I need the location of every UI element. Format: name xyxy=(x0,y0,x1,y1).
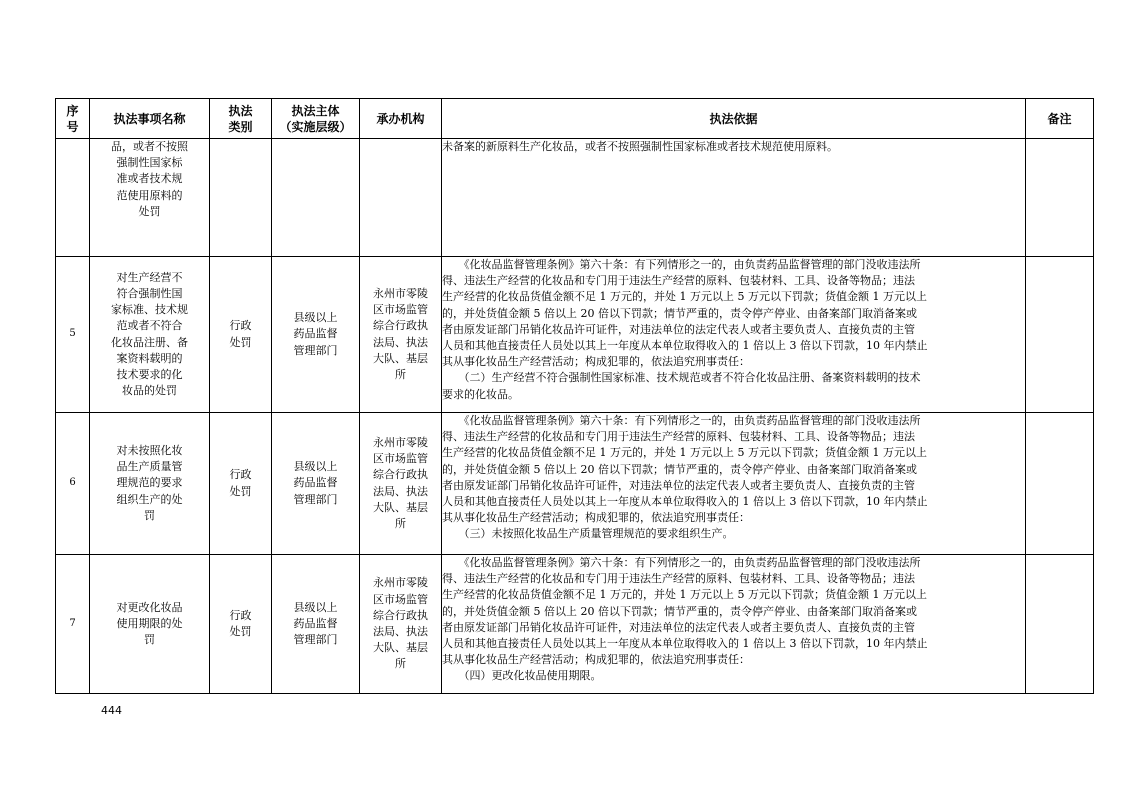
row-category: 行政 处罚 xyxy=(210,555,272,694)
row-seq xyxy=(56,139,90,257)
row-seq: 6 xyxy=(56,413,90,555)
row-agency: 永州市零陵 区市场监管 综合行政执 法局、执法 大队、基层 所 xyxy=(360,555,442,694)
row-basis: 《化妆品监督管理条例》第六十条：有下列情形之一的，由负责药品监督管理的部门没收违法所 得、违法生产经营的化妆品和专门用于违法生产经营的原料、包装材料、工具、设备等物品；违法 生产经营的化妆品货值金额不足 1 万元的，并处 1 万元以上 5 万元以下罚款；货值金额 1 万元以上 的，并处货值金额 5 倍以上 20 倍以下罚款；情节严重的，责令停产停业、由备案部门取消备案或 者由原发证部门吊销化妆品许可证件，对违法单位的法定代表人或者主要负责人、直接负责的主管 人员和其他直接责任人员处以其上一年度从本单位取得收入的 1 倍以上 3 倍以下罚款，10 年内禁止 其从事化妆品生产经营活动；构成犯罪的，依法追究刑事责任： （四）更改化妆品使用期限。 xyxy=(442,555,1026,694)
table-row xyxy=(56,139,1094,257)
row-agency: 永州市零陵 区市场监管 综合行政执 法局、执法 大队、基层 所 xyxy=(360,257,442,413)
table-row xyxy=(56,413,1094,555)
row-seq: 5 xyxy=(56,257,90,413)
header-category: 执法 类别 xyxy=(210,99,272,139)
row-remark xyxy=(1026,139,1094,257)
row-basis: 《化妆品监督管理条例》第六十条：有下列情形之一的，由负责药品监督管理的部门没收违法所 得、违法生产经营的化妆品和专门用于违法生产经营的原料、包装材料、工具、设备等物品；违法 生产经营的化妆品货值金额不足 1 万元的，并处 1 万元以上 5 万元以下罚款；货值金额 1 万元以上 的，并处货值金额 5 倍以上 20 倍以下罚款；情节严重的，责令停产停业、由备案部门取消备案或 者由原发证部门吊销化妆品许可证件，对违法单位的法定代表人或者主要负责人、直接负责的主管 人员和其他直接责任人员处以其上一年度从本单位取得收入的 1 倍以上 3 倍以下罚款，10 年内禁止 其从事化妆品生产经营活动；构成犯罪的，依法追究刑事责任： （三）未按照化妆品生产质量管理规范的要求组织生产。 xyxy=(442,413,1026,555)
row-subject: 县级以上 药品监督 管理部门 xyxy=(272,257,360,413)
row-category: 行政 处罚 xyxy=(210,257,272,413)
row-agency xyxy=(360,139,442,257)
header-name: 执法事项名称 xyxy=(90,99,210,139)
row-seq: 7 xyxy=(56,555,90,694)
header-row xyxy=(56,99,1094,139)
row-name: 对未按照化妆 品生产质量管 理规范的要求 组织生产的处 罚 xyxy=(90,413,210,555)
row-name: 品，或者不按照 强制性国家标 准或者技术规 范使用原料的 处罚 xyxy=(90,139,210,257)
table-row xyxy=(56,555,1094,694)
row-category: 行政 处罚 xyxy=(210,413,272,555)
header-seq: 序 号 xyxy=(56,99,90,139)
row-subject xyxy=(272,139,360,257)
row-agency: 永州市零陵 区市场监管 综合行政执 法局、执法 大队、基层 所 xyxy=(360,413,442,555)
row-basis: 《化妆品监督管理条例》第六十条：有下列情形之一的，由负责药品监督管理的部门没收违法所 得、违法生产经营的化妆品和专门用于违法生产经营的原料、包装材料、工具、设备等物品；违法 生产经营的化妆品货值金额不足 1 万元的，并处 1 万元以上 5 万元以下罚款；货值金额 1 万元以上 的，并处货值金额 5 倍以上 20 倍以下罚款；情节严重的，责令停产停业、由备案部门取消备案或 者由原发证部门吊销化妆品许可证件，对违法单位的法定代表人或者主要负责人、直接负责的主管 人员和其他直接责任人员处以其上一年度从本单位取得收入的 1 倍以上 3 倍以下罚款，10 年内禁止 其从事化妆品生产经营活动；构成犯罪的，依法追究刑事责任： （二）生产经营不符合强制性国家标准、技术规范或者不符合化妆品注册、备案资料载明的技术 要求的化妆品。 xyxy=(442,257,1026,413)
row-basis: 未备案的新原料生产化妆品，或者不按照强制性国家标准或者技术规范使用原料。 xyxy=(442,139,1026,257)
header-agency: 承办机构 xyxy=(360,99,442,139)
table-row xyxy=(56,257,1094,413)
row-remark xyxy=(1026,555,1094,694)
row-remark xyxy=(1026,257,1094,413)
row-remark xyxy=(1026,413,1094,555)
row-name: 对生产经营不 符合强制性国 家标准、技术规 范或者不符合 化妆品注册、备 案资料载明的 技术要求的化 妆品的处罚 xyxy=(90,257,210,413)
header-basis: 执法依据 xyxy=(442,99,1026,139)
row-category xyxy=(210,139,272,257)
page-number: 444 xyxy=(101,704,122,717)
row-subject: 县级以上 药品监督 管理部门 xyxy=(272,555,360,694)
row-subject: 县级以上 药品监督 管理部门 xyxy=(272,413,360,555)
header-remark: 备注 xyxy=(1026,99,1094,139)
header-subject: 执法主体 （实施层级） xyxy=(272,99,360,139)
enforcement-table xyxy=(55,98,1094,694)
row-name: 对更改化妆品 使用期限的处 罚 xyxy=(90,555,210,694)
